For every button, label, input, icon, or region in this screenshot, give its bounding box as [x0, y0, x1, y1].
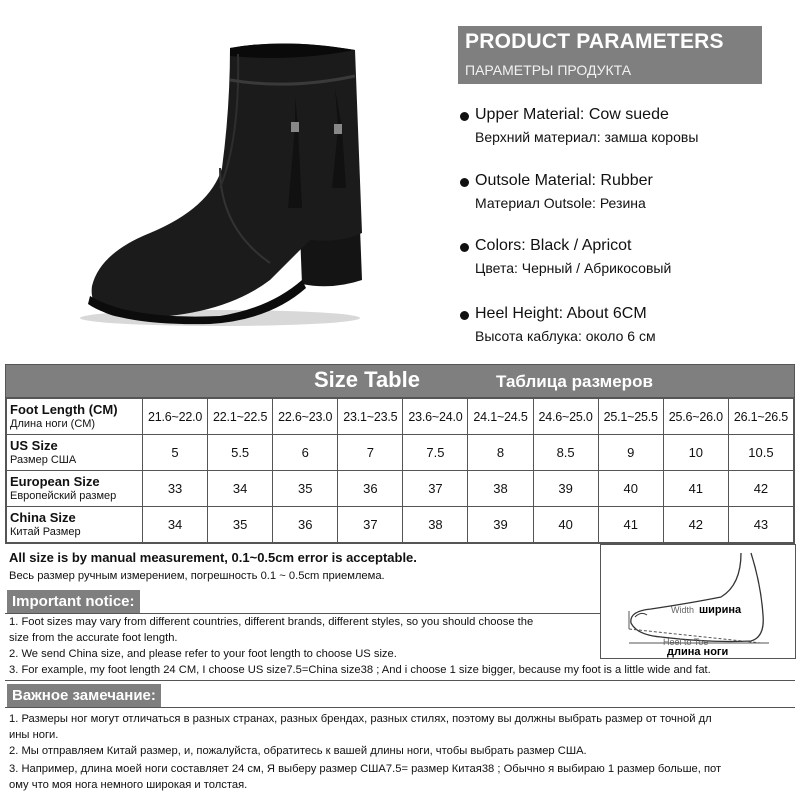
- important-line: 1. Foot sizes may vary from different countries, different brands, different styles, so you should choose the: [9, 616, 534, 628]
- size-table-title: Size Table Таблица размеров: [6, 365, 794, 398]
- size-cell: 37: [338, 507, 403, 543]
- important-line-ru: ины ноги.: [9, 729, 59, 741]
- size-cell: 39: [468, 507, 533, 543]
- size-cell: 26.1~26.5: [728, 399, 793, 435]
- size-cell: 21.6~22.0: [143, 399, 208, 435]
- measurement-note-ru: Весь размер ручным измерением, погрешность 0.1 ~ 0.5cm приемлема.: [9, 570, 385, 582]
- size-cell: 22.1~22.5: [208, 399, 273, 435]
- size-cell: 25.6~26.0: [663, 399, 728, 435]
- divider: [5, 680, 795, 681]
- size-cell: 33: [143, 471, 208, 507]
- size-cell: 43: [728, 507, 793, 543]
- row-label: European Size Европейский размер: [7, 471, 143, 507]
- foot-measurement-diagram: Width ширина Heel to Toe длина ноги: [600, 544, 796, 659]
- size-cell: 41: [663, 471, 728, 507]
- important-line: 2. We send China size, and please refer to your foot length to choose US size.: [9, 648, 397, 660]
- size-cell: 24.1~24.5: [468, 399, 533, 435]
- size-cell: 39: [533, 471, 598, 507]
- important-line: 3. For example, my foot length 24 CM, I choose US size7.5=China size38 ; And i choose 1 size bigger, because my foot is a little wide and fat.: [9, 664, 711, 676]
- important-line-ru: 2. Мы отправляем Китай размер, и, пожалуйста, обратитесь к вашей длины ноги, чтобы выбрать размер США.: [9, 745, 587, 757]
- width-label: ширина: [699, 604, 742, 616]
- bullet-icon: [460, 311, 469, 320]
- size-cell: 22.6~23.0: [273, 399, 338, 435]
- size-cell: 8: [468, 435, 533, 471]
- size-cell: 5.5: [208, 435, 273, 471]
- size-cell: 23.1~23.5: [338, 399, 403, 435]
- size-table-row: [7, 507, 794, 543]
- length-label: длина ноги: [667, 646, 729, 658]
- bullet-icon: [460, 178, 469, 187]
- size-cell: 36: [338, 471, 403, 507]
- important-line-ru: 1. Размеры ног могут отличаться в разных странах, разных брендах, разных стилях, поэтому вы должны выбрать размер от точной дл: [9, 713, 712, 725]
- size-cell: 35: [208, 507, 273, 543]
- size-cell: 38: [403, 507, 468, 543]
- size-cell: 23.6~24.0: [403, 399, 468, 435]
- size-cell: 37: [403, 471, 468, 507]
- size-cell: 7.5: [403, 435, 468, 471]
- size-table-row: [7, 435, 794, 471]
- size-cell: 42: [663, 507, 728, 543]
- important-notice-title: Important notice:: [7, 590, 140, 613]
- size-cell: 41: [598, 507, 663, 543]
- size-cell: 40: [598, 471, 663, 507]
- size-table: [5, 364, 795, 544]
- size-cell: 10: [663, 435, 728, 471]
- row-label: Foot Length (CM) Длина ноги (CM): [7, 399, 143, 435]
- size-cell: 6: [273, 435, 338, 471]
- size-cell: 35: [273, 471, 338, 507]
- important-line: size from the accurate foot length.: [9, 632, 178, 644]
- params-title-ru: ПАРАМЕТРЫ ПРОДУКТА: [465, 62, 632, 78]
- measurement-note: All size is by manual measurement, 0.1~0.5cm error is acceptable.: [9, 550, 417, 565]
- bullet-icon: [460, 112, 469, 121]
- size-cell: 10.5: [728, 435, 793, 471]
- size-cell: 34: [143, 507, 208, 543]
- size-cell: 40: [533, 507, 598, 543]
- row-label: US Size Размер США: [7, 435, 143, 471]
- size-cell: 7: [338, 435, 403, 471]
- size-cell: 34: [208, 471, 273, 507]
- divider: [5, 707, 795, 708]
- important-line-ru: ому что моя нога немного широкая и толстая.: [9, 779, 248, 791]
- size-cell: 24.6~25.0: [533, 399, 598, 435]
- size-cell: 9: [598, 435, 663, 471]
- size-cell: 5: [143, 435, 208, 471]
- boot-product-image: [70, 18, 400, 348]
- important-line-ru: 3. Например, длина моей ноги составляет 24 см, Я выберу размер США7.5= размер Китая38 ; Обычно я выбираю 1 размер больше, пот: [9, 763, 722, 775]
- size-cell: 42: [728, 471, 793, 507]
- size-cell: 25.1~25.5: [598, 399, 663, 435]
- size-table-row: [7, 399, 794, 435]
- size-cell: 38: [468, 471, 533, 507]
- important-notice-title-ru: Важное замечание:: [7, 684, 161, 707]
- size-table-row: [7, 471, 794, 507]
- size-cell: 36: [273, 507, 338, 543]
- params-title: PRODUCT PARAMETERS: [465, 30, 724, 53]
- product-parameters-header: [458, 26, 762, 84]
- bullet-icon: [460, 243, 469, 252]
- size-cell: 8.5: [533, 435, 598, 471]
- row-label: China Size Китай Размер: [7, 507, 143, 543]
